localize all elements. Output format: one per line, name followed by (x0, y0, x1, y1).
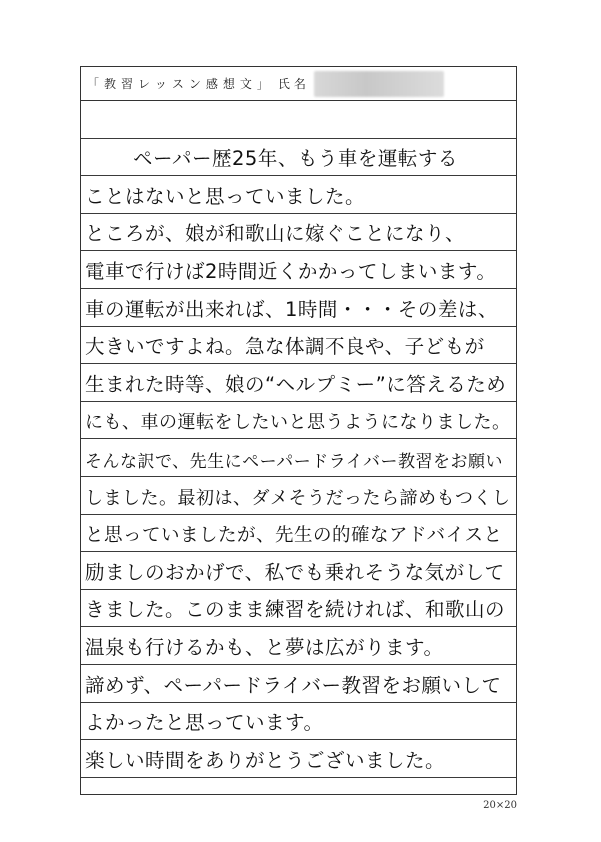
essay-line (81, 176, 516, 214)
sheet-header (81, 67, 516, 101)
essay-line (81, 477, 516, 515)
essay-line-text: 励ましのおかげで、私でも乗れそうな気がして (85, 560, 505, 584)
essay-line-text: ペーパー歴25年、もう車を運転する (133, 147, 458, 171)
essay-line (81, 139, 516, 177)
essay-line-text: よかったと思っています。 (85, 711, 324, 735)
essay-line-text: 楽しい時間をありがとうございました。 (85, 748, 446, 772)
essay-line-text: 生まれた時等、娘の“ヘルプミー”に答えるため (85, 372, 507, 396)
essay-line (81, 439, 516, 477)
essay-sheet (80, 66, 517, 795)
essay-line (81, 251, 516, 289)
essay-line (81, 740, 516, 778)
essay-line (81, 703, 516, 741)
essay-line-text: きました。このまま練習を続ければ、和歌山の (85, 598, 506, 622)
essay-line (81, 402, 516, 440)
essay-line-text: ことはないと思っていました。 (85, 184, 366, 208)
essay-line (81, 515, 516, 553)
essay-line (81, 665, 516, 703)
essay-line-text: ところが、娘が和歌山に嫁ぐことになり、 (85, 222, 466, 246)
grid-size-label: 20×20 (483, 800, 517, 811)
essay-line-text: 温泉も行けるかも、と夢は広がります。 (85, 635, 444, 659)
essay-line (81, 214, 516, 252)
essay-line-text: 車の運転が出来れば、1時間・・・その差は、 (85, 297, 498, 321)
essay-line (81, 590, 516, 628)
essay-line (81, 627, 516, 665)
essay-line-text: 電車で行けば2時間近くかかってしまいます。 (85, 259, 497, 283)
redacted-name-field (314, 71, 444, 97)
essay-line-text: 大きいですよね。急な体調不良や、子どもが (85, 335, 485, 359)
essay-line (81, 364, 516, 402)
essay-line-text: 諦めず、ペーパードライバー教習をお願いして (85, 673, 502, 697)
essay-line-text: と思っていましたが、先生の的確なアドバイスと (85, 525, 503, 547)
essay-line-text: そんな訳で、先生にペーパードライバー教習をお願い (85, 451, 503, 472)
name-label: 氏名 (277, 77, 310, 91)
essay-line (81, 289, 516, 327)
essay-line (81, 327, 516, 365)
essay-line (81, 778, 516, 816)
essay-line (81, 101, 516, 139)
essay-line (81, 552, 516, 590)
essay-line-text: にも、車の運転をしたいと思うようになりました。 (85, 412, 511, 434)
essay-title: 「教習レッスン感想文」 (87, 77, 274, 91)
essay-line-text: しました。最初は、ダメそうだったら諦めもつくし (85, 487, 511, 509)
